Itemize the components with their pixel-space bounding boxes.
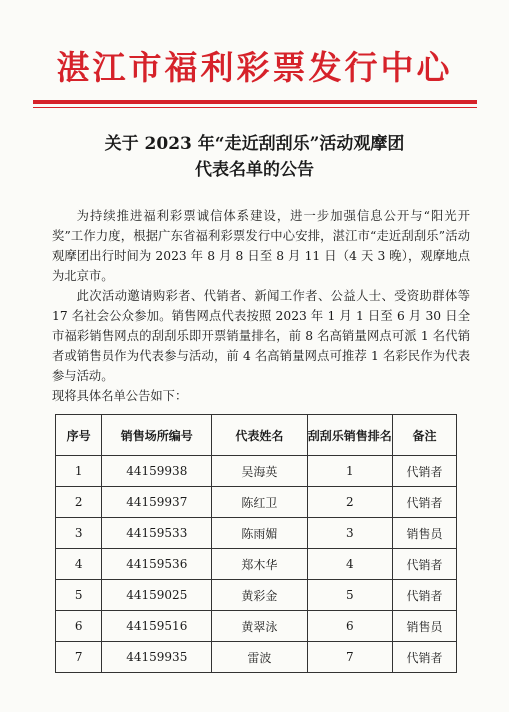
- cell-sales-rank: 3: [307, 518, 392, 549]
- cell-sales-rank: 5: [307, 580, 392, 611]
- header-station-id: 销售场所编号: [102, 415, 212, 456]
- cell-index: 6: [56, 611, 102, 642]
- table-row: [56, 611, 457, 642]
- header-index: 序号: [56, 415, 102, 456]
- cell-index: 4: [56, 549, 102, 580]
- notice-paragraph-1: 为持续推进福利彩票诚信体系建设，进一步加强信息公开与“阳光开奖”工作力度，根据广东省福利彩票发行中心安排，湛江市“走近刮刮乐”活动观摩团出行时间为 2023 年 8 月 8 日至 8 月 11 日（4 天 3 晚），观摩地点为北京市。: [52, 209, 470, 283]
- cell-remark: 销售员: [393, 518, 457, 549]
- letterhead-org-name: 湛江市福利彩票发行中心: [56, 48, 453, 87]
- cell-station-id: 44159025: [102, 580, 212, 611]
- notice-title-line1: 关于 2023 年“走近刮刮乐”活动观摩团: [104, 134, 405, 154]
- cell-station-id: 44159516: [102, 611, 212, 642]
- cell-index: 7: [56, 642, 102, 673]
- cell-rep-name: 雷波: [212, 642, 307, 673]
- cell-remark: 代销者: [393, 549, 457, 580]
- letterhead-rule-thin: [33, 107, 477, 108]
- cell-remark: 代销者: [393, 642, 457, 673]
- table-header-row: [56, 415, 457, 456]
- cell-rep-name: 黄翠泳: [212, 611, 307, 642]
- table-row: [56, 580, 457, 611]
- notice-title-line2: 代表名单的公告: [195, 160, 314, 180]
- cell-station-id: 44159937: [102, 487, 212, 518]
- cell-sales-rank: 2: [307, 487, 392, 518]
- cell-rep-name: 陈红卫: [212, 487, 307, 518]
- cell-remark: 代销者: [393, 456, 457, 487]
- notice-intro: 现将具体名单公告如下：: [52, 389, 188, 403]
- letterhead-rule-thick: [33, 100, 477, 104]
- cell-remark: 代销者: [393, 580, 457, 611]
- table-row: [56, 456, 457, 487]
- cell-sales-rank: 4: [307, 549, 392, 580]
- cell-rep-name: 吴海英: [212, 456, 307, 487]
- representative-table: [55, 414, 457, 673]
- cell-station-id: 44159533: [102, 518, 212, 549]
- cell-sales-rank: 1: [307, 456, 392, 487]
- cell-rep-name: 黄彩金: [212, 580, 307, 611]
- cell-index: 2: [56, 487, 102, 518]
- cell-sales-rank: 7: [307, 642, 392, 673]
- cell-index: 1: [56, 456, 102, 487]
- table-row: [56, 518, 457, 549]
- cell-index: 3: [56, 518, 102, 549]
- cell-station-id: 44159938: [102, 456, 212, 487]
- table-row: [56, 549, 457, 580]
- notice-body: [52, 206, 470, 406]
- table-row: [56, 487, 457, 518]
- cell-index: 5: [56, 580, 102, 611]
- cell-station-id: 44159536: [102, 549, 212, 580]
- cell-sales-rank: 6: [307, 611, 392, 642]
- cell-remark: 代销者: [393, 487, 457, 518]
- cell-remark: 销售员: [393, 611, 457, 642]
- header-remark: 备注: [393, 415, 457, 456]
- cell-station-id: 44159935: [102, 642, 212, 673]
- notice-paragraph-2: 此次活动邀请购彩者、代销者、新闻工作者、公益人士、受资助群体等 17 名社会公众参加。销售网点代表按照 2023 年 1 月 1 日至 6 月 30 日全市福彩销售网点的刮刮乐即开票销量排名，前 8 名高销量网点可派 1 名代销者或销售员作为代表参与活动，前 4 名高销量网点可推荐 1 名彩民作为代表参与活动。: [52, 289, 470, 383]
- table-row: [56, 642, 457, 673]
- cell-rep-name: 陈雨媚: [212, 518, 307, 549]
- header-rep-name: 代表姓名: [212, 415, 307, 456]
- header-sales-rank: 刮刮乐销售排名: [307, 415, 392, 456]
- cell-rep-name: 郑木华: [212, 549, 307, 580]
